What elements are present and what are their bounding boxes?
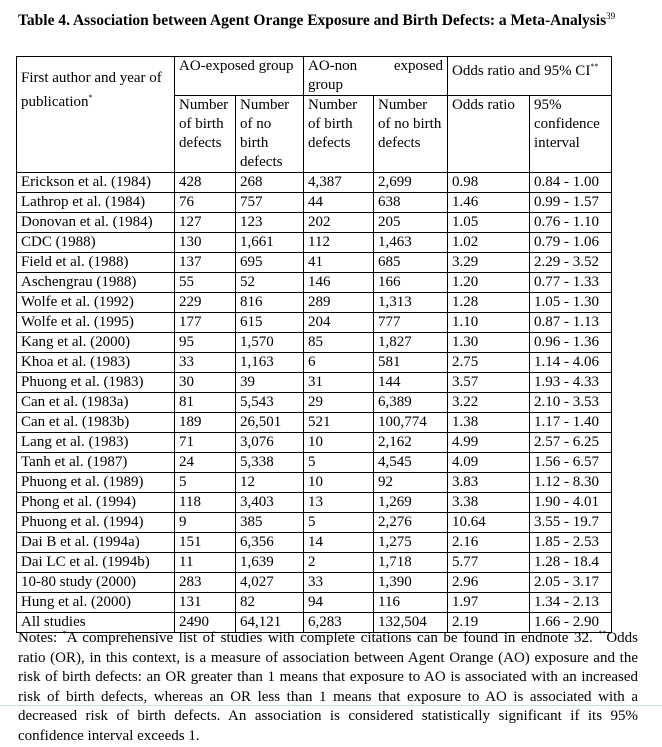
odds-ratio-cell: 4.09 (448, 453, 530, 473)
nonexposed-no-birth-defects-cell: 116 (374, 593, 448, 613)
exposed-no-birth-defects-cell: 3,403 (236, 493, 304, 513)
exposed-no-birth-defects-cell: 82 (236, 593, 304, 613)
nonexposed-birth-defects-cell: 14 (304, 533, 374, 553)
nonexposed-no-birth-defects-cell: 6,389 (374, 393, 448, 413)
nonexposed-birth-defects-cell: 5 (304, 513, 374, 533)
ao-exposed-header: AO-exposed group (175, 57, 304, 96)
nonexposed-birth-defects-cell: 85 (304, 333, 374, 353)
study-name-cell: Lang et al. (1983) (17, 433, 175, 453)
odds-ratio-cell: 3.29 (448, 253, 530, 273)
exposed-no-birth-defects-cell: 12 (236, 473, 304, 493)
nonexposed-no-birth-defects-cell: 2,162 (374, 433, 448, 453)
odds-ratio-cell: 1.46 (448, 193, 530, 213)
study-name-cell: Aschengrau (1988) (17, 273, 175, 293)
odds-ratio-cell: 5.77 (448, 553, 530, 573)
exposed-no-birth-defects-cell: 6,356 (236, 533, 304, 553)
header-row-1 (17, 57, 612, 96)
table-row (17, 293, 612, 313)
ci-header: 95% confidence interval (530, 96, 612, 173)
study-name-cell: Phuong et al. (1983) (17, 373, 175, 393)
study-name-cell: Field et al. (1988) (17, 253, 175, 273)
table-row (17, 593, 612, 613)
exposed-no-birth-defects-cell: 816 (236, 293, 304, 313)
nonexposed-birth-defects-cell: 29 (304, 393, 374, 413)
confidence-interval-cell: 1.14 - 4.06 (530, 353, 612, 373)
exposed-birth-defects-cell: 130 (175, 233, 236, 253)
nonexposed-no-birth-defects-cell: 166 (374, 273, 448, 293)
table-row (17, 553, 612, 573)
exposed-no-birth-defects-cell: 385 (236, 513, 304, 533)
nonexposed-birth-defects-cell: 6 (304, 353, 374, 373)
confidence-interval-cell: 2.29 - 3.52 (530, 253, 612, 273)
confidence-interval-cell: 0.76 - 1.10 (530, 213, 612, 233)
nonexposed-no-birth-defects-cell: 1,463 (374, 233, 448, 253)
confidence-interval-cell: 0.87 - 1.13 (530, 313, 612, 333)
study-name-cell: Donovan et al. (1984) (17, 213, 175, 233)
table-row (17, 533, 612, 553)
nonexposed-birth-defects-cell: 5 (304, 453, 374, 473)
confidence-interval-cell: 0.77 - 1.33 (530, 273, 612, 293)
exposed-birth-defects-cell: 283 (175, 573, 236, 593)
exposed-birth-defects-cell: 33 (175, 353, 236, 373)
odds-ratio-cell: 1.97 (448, 593, 530, 613)
exposed-birth-defects-cell: 71 (175, 433, 236, 453)
exposed-birth-defects-cell: 189 (175, 413, 236, 433)
odds-ratio-cell: 2.16 (448, 533, 530, 553)
exposed-birth-defects-cell: 9 (175, 513, 236, 533)
study-name-cell: Hung et al. (2000) (17, 593, 175, 613)
nonexposed-no-birth-defects-cell: 1,269 (374, 493, 448, 513)
exposed-birth-defects-header: Number of birth defects (175, 96, 236, 173)
table-row (17, 573, 612, 593)
exposed-no-birth-defects-cell: 39 (236, 373, 304, 393)
exposed-birth-defects-cell: 137 (175, 253, 236, 273)
study-name-cell: CDC (1988) (17, 233, 175, 253)
study-name-cell: Erickson et al. (1984) (17, 173, 175, 193)
nonexposed-birth-defects-cell: 33 (304, 573, 374, 593)
table-row (17, 313, 612, 333)
exposed-no-birth-defects-cell: 615 (236, 313, 304, 333)
exposed-birth-defects-cell: 95 (175, 333, 236, 353)
exposed-birth-defects-cell: 76 (175, 193, 236, 213)
study-name-cell: Phuong et al. (1994) (17, 513, 175, 533)
confidence-interval-cell: 1.66 - 2.90 (530, 613, 612, 633)
table-row (17, 493, 612, 513)
table-row (17, 173, 612, 193)
exposed-no-birth-defects-cell: 695 (236, 253, 304, 273)
confidence-interval-cell: 1.05 - 1.30 (530, 293, 612, 313)
confidence-interval-cell: 2.57 - 6.25 (530, 433, 612, 453)
table-row (17, 473, 612, 493)
odds-ratio-cell: 2.19 (448, 613, 530, 633)
study-name-cell: Dai B et al. (1994a) (17, 533, 175, 553)
exposed-birth-defects-cell: 229 (175, 293, 236, 313)
nonexposed-no-birth-defects-cell: 581 (374, 353, 448, 373)
nonexposed-no-birth-defects-cell: 132,504 (374, 613, 448, 633)
exposed-no-birth-defects-cell: 5,338 (236, 453, 304, 473)
study-name-cell: Can et al. (1983a) (17, 393, 175, 413)
exposed-birth-defects-cell: 151 (175, 533, 236, 553)
exposed-no-birth-defects-cell: 5,543 (236, 393, 304, 413)
study-name-cell: Wolfe et al. (1992) (17, 293, 175, 313)
nonexposed-birth-defects-header: Number of birth defects (304, 96, 374, 173)
nonexposed-no-birth-defects-cell: 4,545 (374, 453, 448, 473)
exposed-birth-defects-cell: 24 (175, 453, 236, 473)
nonexposed-birth-defects-cell: 94 (304, 593, 374, 613)
nonexposed-birth-defects-cell: 146 (304, 273, 374, 293)
nonexposed-no-birth-defects-cell: 144 (374, 373, 448, 393)
study-name-cell: Wolfe et al. (1995) (17, 313, 175, 333)
exposed-birth-defects-cell: 81 (175, 393, 236, 413)
exposed-no-birth-defects-cell: 757 (236, 193, 304, 213)
table-row (17, 513, 612, 533)
confidence-interval-cell: 2.10 - 3.53 (530, 393, 612, 413)
odds-ratio-cell: 1.10 (448, 313, 530, 333)
exposed-birth-defects-cell: 5 (175, 473, 236, 493)
nonexposed-birth-defects-cell: 31 (304, 373, 374, 393)
exposed-birth-defects-cell: 131 (175, 593, 236, 613)
confidence-interval-cell: 1.17 - 1.40 (530, 413, 612, 433)
odds-ratio-cell: 1.28 (448, 293, 530, 313)
study-name-cell: Khoa et al. (1983) (17, 353, 175, 373)
odds-ratio-cell: 10.64 (448, 513, 530, 533)
confidence-interval-cell: 0.79 - 1.06 (530, 233, 612, 253)
meta-analysis-table (16, 56, 612, 633)
exposed-birth-defects-cell: 55 (175, 273, 236, 293)
odds-ratio-cell: 1.38 (448, 413, 530, 433)
exposed-no-birth-defects-cell: 1,163 (236, 353, 304, 373)
confidence-interval-cell: 0.84 - 1.00 (530, 173, 612, 193)
nonexposed-no-birth-defects-header: Number of no birth defects (374, 96, 448, 173)
odds-ratio-cell: 3.83 (448, 473, 530, 493)
exposed-no-birth-defects-cell: 3,076 (236, 433, 304, 453)
nonexposed-no-birth-defects-cell: 685 (374, 253, 448, 273)
odds-ratio-header: Odds ratio (448, 96, 530, 173)
table-row (17, 233, 612, 253)
nonexposed-birth-defects-cell: 13 (304, 493, 374, 513)
study-name-cell: Dai LC et al. (1994b) (17, 553, 175, 573)
exposed-no-birth-defects-cell: 1,639 (236, 553, 304, 573)
nonexposed-birth-defects-cell: 44 (304, 193, 374, 213)
odds-ratio-cell: 2.96 (448, 573, 530, 593)
nonexposed-birth-defects-cell: 10 (304, 433, 374, 453)
table-title: Table 4. Association between Agent Orange Exposure and Birth Defects: a Meta-Analysis$^{39}$ (18, 10, 616, 29)
nonexposed-birth-defects-cell: 10 (304, 473, 374, 493)
confidence-interval-cell: 1.34 - 2.13 (530, 593, 612, 613)
exposed-birth-defects-cell: 177 (175, 313, 236, 333)
table-row (17, 393, 612, 413)
table-row (17, 273, 612, 293)
ao-non-exposed-header: AO-non exposed group (304, 57, 448, 96)
odds-ratio-cell: 1.30 (448, 333, 530, 353)
table-row (17, 373, 612, 393)
nonexposed-birth-defects-cell: 112 (304, 233, 374, 253)
divider-line (0, 705, 662, 706)
exposed-no-birth-defects-cell: 4,027 (236, 573, 304, 593)
study-name-cell: Tanh et al. (1987) (17, 453, 175, 473)
table-row (17, 333, 612, 353)
confidence-interval-cell: 3.55 - 19.7 (530, 513, 612, 533)
nonexposed-no-birth-defects-cell: 205 (374, 213, 448, 233)
confidence-interval-cell: 1.90 - 4.01 (530, 493, 612, 513)
exposed-no-birth-defects-cell: 64,121 (236, 613, 304, 633)
confidence-interval-cell: 1.85 - 2.53 (530, 533, 612, 553)
nonexposed-no-birth-defects-cell: 92 (374, 473, 448, 493)
confidence-interval-cell: 0.96 - 1.36 (530, 333, 612, 353)
exposed-birth-defects-cell: 2490 (175, 613, 236, 633)
nonexposed-birth-defects-cell: 521 (304, 413, 374, 433)
confidence-interval-cell: 1.28 - 18.4 (530, 553, 612, 573)
exposed-no-birth-defects-cell: 1,661 (236, 233, 304, 253)
study-name-cell: 10-80 study (2000) (17, 573, 175, 593)
odds-ratio-cell: 2.75 (448, 353, 530, 373)
exposed-birth-defects-cell: 11 (175, 553, 236, 573)
nonexposed-no-birth-defects-cell: 100,774 (374, 413, 448, 433)
exposed-no-birth-defects-cell: 1,570 (236, 333, 304, 353)
table-row (17, 213, 612, 233)
confidence-interval-cell: 2.05 - 3.17 (530, 573, 612, 593)
table-row (17, 433, 612, 453)
nonexposed-no-birth-defects-cell: 2,276 (374, 513, 448, 533)
study-name-cell: Lathrop et al. (1984) (17, 193, 175, 213)
table-notes: Notes: *A comprehensive list of studies with complete citations can be found in endnote 32. **Odds ratio (OR), in this context, is a measure of association between Agent Orange (AO) exposure and the risk of birth defects: an OR greater than 1 means that exposure to AO is associated with an increased risk of birth defects, whereas an OR less than 1 means that exposure to AO is associated with a decreased risk of birth defects. An association is considered statistically significant if its 95% confidence interval exceeds 1. (18, 629, 638, 744)
nonexposed-birth-defects-cell: 202 (304, 213, 374, 233)
confidence-interval-cell: 0.99 - 1.57 (530, 193, 612, 213)
table-row (17, 353, 612, 373)
nonexposed-birth-defects-cell: 204 (304, 313, 374, 333)
study-name-cell: Kang et al. (2000) (17, 333, 175, 353)
table-row (17, 193, 612, 213)
table-row (17, 413, 612, 433)
exposed-no-birth-defects-cell: 123 (236, 213, 304, 233)
study-name-cell: Phuong et al. (1989) (17, 473, 175, 493)
study-name-cell: Can et al. (1983b) (17, 413, 175, 433)
odds-ratio-cell: 3.22 (448, 393, 530, 413)
or-ci-header: Odds ratio and 95% CI** (448, 57, 612, 96)
confidence-interval-cell: 1.93 - 4.33 (530, 373, 612, 393)
odds-ratio-cell: 4.99 (448, 433, 530, 453)
nonexposed-no-birth-defects-cell: 777 (374, 313, 448, 333)
nonexposed-no-birth-defects-cell: 1,718 (374, 553, 448, 573)
odds-ratio-cell: 0.98 (448, 173, 530, 193)
table-body (17, 173, 612, 633)
confidence-interval-cell: 1.56 - 6.57 (530, 453, 612, 473)
title-reference: 39 (606, 10, 616, 21)
nonexposed-birth-defects-cell: 6,283 (304, 613, 374, 633)
exposed-birth-defects-cell: 127 (175, 213, 236, 233)
exposed-birth-defects-cell: 428 (175, 173, 236, 193)
nonexposed-birth-defects-cell: 2 (304, 553, 374, 573)
odds-ratio-cell: 3.38 (448, 493, 530, 513)
exposed-no-birth-defects-cell: 268 (236, 173, 304, 193)
odds-ratio-cell: 1.20 (448, 273, 530, 293)
nonexposed-no-birth-defects-cell: 1,275 (374, 533, 448, 553)
exposed-no-birth-defects-cell: 52 (236, 273, 304, 293)
table-row (17, 253, 612, 273)
confidence-interval-cell: 1.12 - 8.30 (530, 473, 612, 493)
nonexposed-no-birth-defects-cell: 1,313 (374, 293, 448, 313)
study-name-cell: Phong et al. (1994) (17, 493, 175, 513)
odds-ratio-cell: 1.05 (448, 213, 530, 233)
exposed-no-birth-defects-cell: 26,501 (236, 413, 304, 433)
exposed-no-birth-defects-header: Number of no birth defects (236, 96, 304, 173)
first-author-header: First author and year of publication* (17, 57, 175, 173)
nonexposed-no-birth-defects-cell: 1,827 (374, 333, 448, 353)
nonexposed-birth-defects-cell: 4,387 (304, 173, 374, 193)
nonexposed-no-birth-defects-cell: 1,390 (374, 573, 448, 593)
table-row (17, 453, 612, 473)
nonexposed-no-birth-defects-cell: 2,699 (374, 173, 448, 193)
odds-ratio-cell: 1.02 (448, 233, 530, 253)
exposed-birth-defects-cell: 118 (175, 493, 236, 513)
nonexposed-birth-defects-cell: 41 (304, 253, 374, 273)
study-name-cell: All studies (17, 613, 175, 633)
exposed-birth-defects-cell: 30 (175, 373, 236, 393)
odds-ratio-cell: 3.57 (448, 373, 530, 393)
nonexposed-no-birth-defects-cell: 638 (374, 193, 448, 213)
nonexposed-birth-defects-cell: 289 (304, 293, 374, 313)
